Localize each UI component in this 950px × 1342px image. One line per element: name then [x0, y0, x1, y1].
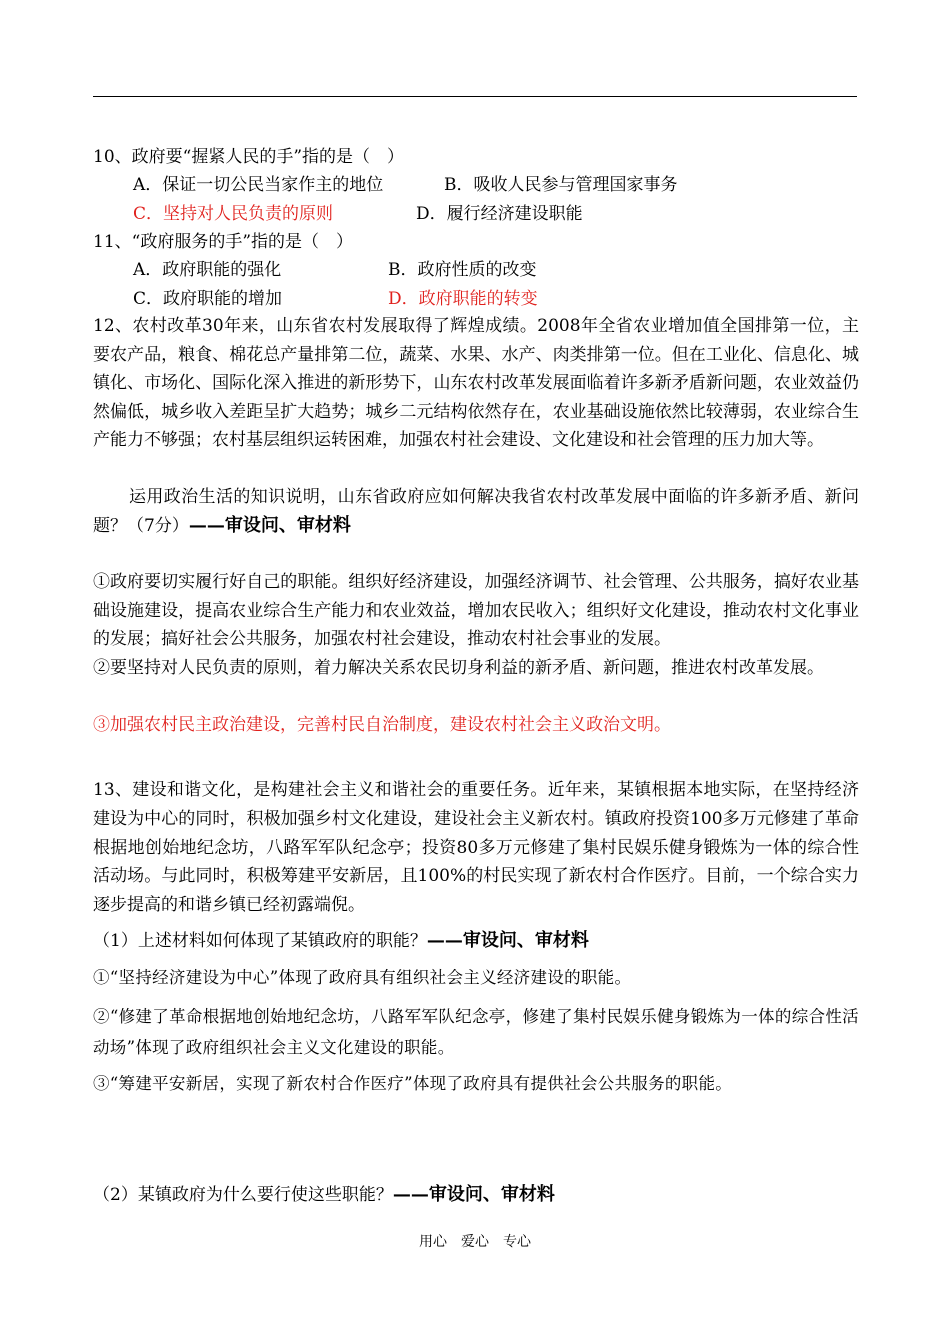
q10-option-d: D．履行经济建设职能	[416, 204, 583, 224]
q12-answer-2: ②要坚持对人民负责的原则，着力解决关系农民切身利益的新矛盾、新问题，推进农村改革发展。	[93, 658, 824, 678]
q13-sub2	[93, 1184, 555, 1206]
q11-option-d: D．政府职能的转变	[388, 289, 538, 309]
q13-answer-1: ①“坚持经济建设为中心”体现了政府具有组织社会主义经济建设的职能。	[93, 968, 632, 987]
q12-answer-3: ③加强农村民主政治建设，完善村民自治制度，建设农村社会主义政治文明。	[93, 715, 671, 735]
q12-hint: ——审设问、审材料	[188, 514, 351, 536]
q12-material: 12、农村改革30年来，山东省农村发展取得了辉煌成绩。2008年全省农业增加值全国排第一位，主要农产品，粮食、棉花总产量排第二位，蔬菜、水果、水产、肉类排第一位。但在工业化、信息化、城镇化、市场化、国际化深入推进的新形势下，山东农村改革发展面临着许多新矛盾新问题，农业效益仍然偏低，城乡收入差距呈扩大趋势；城乡二元结构依然存在，农业基础设施依然比较薄弱，农业综合生产能力不够强；农村基层组织运转困难，加强农村社会建设、文化建设和社会管理的压力加大等。	[93, 316, 859, 451]
q11-option-c: C．政府职能的增加	[133, 289, 283, 309]
q12-question-text: 运用政治生活的知识说明，山东省政府应如何解决我省农村改革发展中面临的许多新矛盾、新问题？（7分）	[93, 487, 859, 536]
q13-sub2-hint: ——审设问、审材料	[392, 1184, 555, 1205]
q10-option-c: C．坚持对人民负责的原则	[133, 204, 334, 224]
q11-option-a: A．政府职能的强化	[133, 260, 282, 280]
q12-answer-1: ①政府要切实履行好自己的职能。组织好经济建设，加强经济调节、社会管理、公共服务，搞好农业基础设施建设，提高农业综合生产能力和农业效益，增加农民收入；组织好文化建设，推动农村文化事业的发展；搞好社会公共服务，加强农村社会建设，推动农村社会事业的发展。	[93, 572, 859, 650]
page-footer: 用心 爱心 专心	[419, 1234, 531, 1250]
q10-option-b: B．吸收人民参与管理国家事务	[444, 175, 678, 195]
q12-question	[93, 483, 859, 540]
q13-sub1-hint: ——审设问、审材料	[426, 930, 589, 951]
q13-answer-2: ②“修建了革命根据地创始地纪念坊，八路军军队纪念亭，修建了集村民娱乐健身锻炼为一体的综合性活动场”体现了政府组织社会主义文化建设的职能。	[93, 1007, 859, 1057]
q11-option-b: B．政府性质的改变	[388, 260, 537, 280]
q10-stem: 10、政府要“握紧人民的手”指的是（ ）	[93, 147, 405, 167]
q13-material: 13、建设和谐文化，是构建社会主义和谐社会的重要任务。近年来，某镇根据本地实际，在坚持经济建设为中心的同时，积极加强乡村文化建设，建设社会主义新农村。镇政府投资100多万元修建了革命根据地创始地纪念坊，八路军军队纪念亭；投资80多万元修建了集村民娱乐健身锻炼为一体的综合性活动场。与此同时，积极筹建平安新居，且100%的村民实现了新农村合作医疗。目前，一个综合实力逐步提高的和谐乡镇已经初露端倪。	[93, 780, 859, 916]
q13-sub1-text: （1）上述材料如何体现了某镇政府的职能？	[93, 931, 427, 951]
q13-sub1	[93, 930, 589, 952]
header-rule	[93, 96, 857, 97]
q11-stem: 11、“政府服务的手”指的是（ ）	[93, 232, 354, 252]
q13-answer-3: ③“筹建平安新居，实现了新农村合作医疗”体现了政府具有提供社会公共服务的职能。	[93, 1074, 733, 1093]
q13-sub2-text: （2）某镇政府为什么要行使这些职能？	[93, 1185, 393, 1205]
q10-option-a: A．保证一切公民当家作主的地位	[133, 175, 384, 195]
